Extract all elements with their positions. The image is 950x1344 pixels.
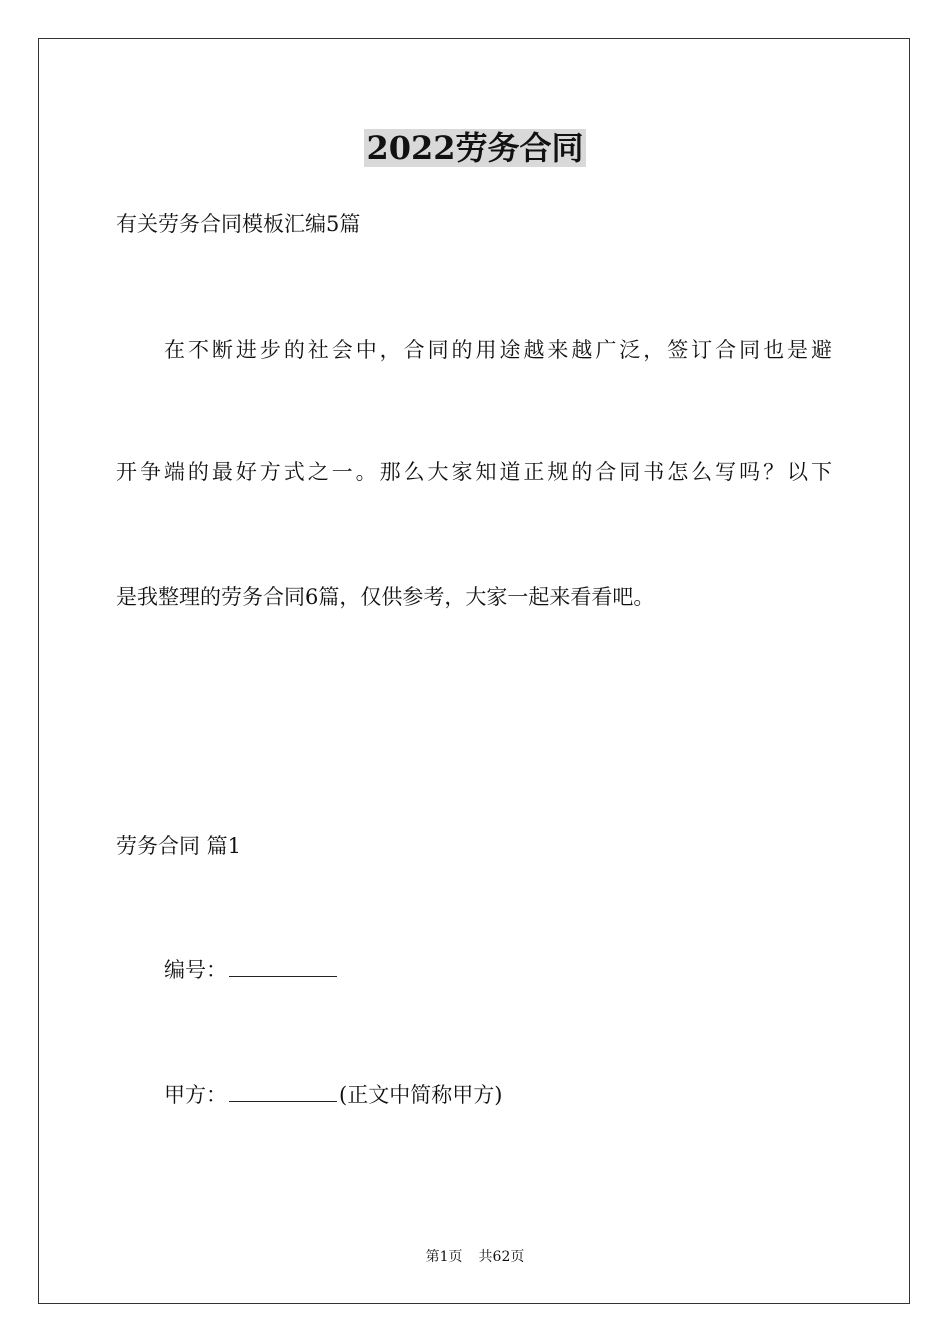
title-text: 2022劳务合同 — [366, 129, 584, 167]
intro-line-1: 在不断进步的社会中，合同的用途越来越广泛，签订合同也是避 — [164, 338, 832, 362]
party-a-blank — [229, 1081, 337, 1102]
intro-line-3: 是我整理的劳务合同6篇，仅供参考，大家一起来看看吧。 — [116, 585, 655, 609]
party-a-field — [164, 1080, 502, 1110]
section-heading: 劳务合同 篇1 — [116, 834, 242, 858]
party-a-label: 甲方： — [164, 1083, 227, 1107]
number-field — [164, 955, 339, 985]
document-subtitle: 有关劳务合同模板汇编5篇 — [116, 212, 361, 236]
number-blank — [229, 956, 337, 977]
page-total: 共62页 — [478, 1249, 525, 1265]
document-title — [0, 126, 950, 170]
page-footer — [0, 1247, 950, 1267]
intro-line-2: 开争端的最好方式之一。那么大家知道正规的合同书怎么写吗？以下 — [116, 460, 832, 484]
number-label: 编号： — [164, 958, 227, 982]
party-a-note: (正文中简称甲方) — [339, 1083, 503, 1107]
page-current: 第1页 — [425, 1249, 463, 1265]
